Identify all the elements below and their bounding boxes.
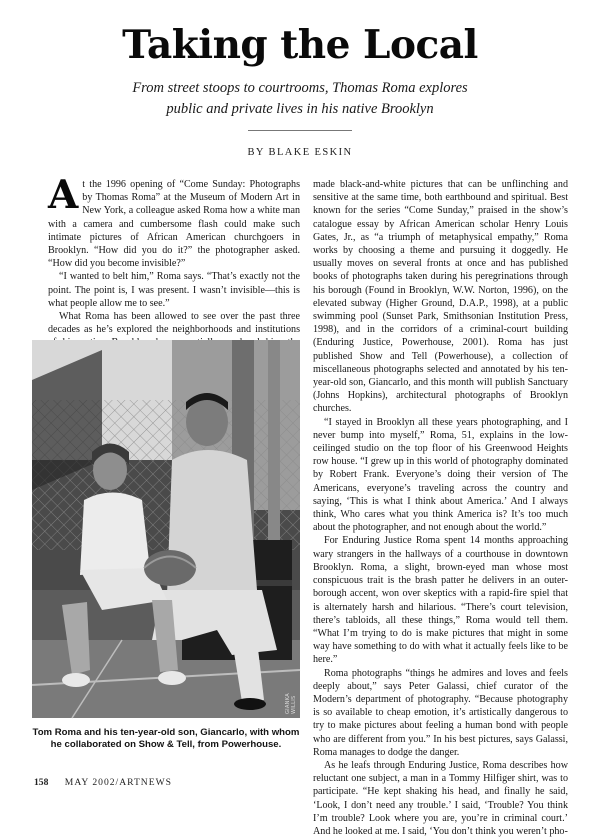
page-number: 158 <box>34 777 49 788</box>
photo-caption: Tom Roma and his ten-year-old son, Giancarlo, with whom he collaborated on Show & Tell, from Powerhouse. <box>32 727 300 751</box>
article-title: Taking the Local <box>122 22 478 68</box>
photo-father-and-son <box>32 340 300 718</box>
page-footer <box>34 777 172 788</box>
article-subtitle <box>80 78 520 120</box>
photo-credit: GIANKA WILLIS <box>285 693 297 714</box>
paragraph: made black-and-white pictures that can be unflinching and sensitive at the same time, both earthbound and spiritual. Best known for the series “Come Sunday,” praised in the show’s catalogue essay by African American scholar Henry Louis Gates, Jr., as “a triumph of metaphysical empathy,” Roma works by choosing a theme and pursuing it doggedly. He usually moves on several fronts at once and has published books of photographs taken during his peregrinations through his borough (Found in Brooklyn, W.W. Norton, 1996), on the elevated subway (Higher Ground, D.A.P., 1998), at a public swimming pool (Sunset Park, Smithsonian Institution Press, 1998), and in the corridors of a criminal-court building (Enduring Justice, Powerhouse, 2001). Roma has just published Show and Tell (Powerhouse), a collection of miscellaneous photographs selected and annotated by his ten-year-old son, Giancarlo, and this month will publish Sanctuary (Johns Hopkins), architectural photographs of Brooklyn churches. <box>313 179 568 415</box>
paragraph-text: t the 1996 opening of “Come Sunday: Photographs by Thomas Roma” at the Museum of Modern Art in New York, a colleague asked Roma how a white man with a camera and cumbersome flash could make such intimate pictures of African American churchgoers in Brooklyn. “How did you do it?” the photographer asked. “How did you become invisible?” <box>48 179 300 270</box>
byline: BY BLAKE ESKIN <box>247 147 353 158</box>
paragraph: As he leafs through Enduring Justice, Roma describes how reluctant one subject, a man in a Tommy Hilfiger shirt, was to participate. “He kept shaking his head, and finally he said, ‘Look, I don’t need any trouble.’ I said, ‘Trouble? You think I’m trouble? Look where you are, you’re in criminal court.’ And he looked at me. I said, ‘You don’t think you weren’t pho- <box>313 759 568 837</box>
title-divider <box>248 130 352 131</box>
paragraph: “I wanted to belt him,” Roma says. “That’s exactly not the point. The point is, I was present. I wasn’t invisible—this is what people allow me to see.” <box>48 271 300 309</box>
subtitle-line-2: public and private lives in his native Brooklyn <box>166 101 434 117</box>
issue-label: MAY 2002/ARTNEWS <box>64 777 172 788</box>
paragraph <box>48 172 300 270</box>
paragraph: What Roma has been allowed to see over the past three decades as he’s explored the neighborhoods and institutions <box>48 311 300 336</box>
paragraph: “I stayed in Brooklyn all these years photographing, and I never bump into myself,” Roma, 51, explains in the low-ceilinged studio on the top floor of his Greenwood Heights row house. “I grew up in this world of photography dominated by Robert Frank. Everyone’s doing their version of The Americans, everyone’s traveling across the country and saying, ‘This is what I think about America.’ And I always think, Who cares what you think America is? It’s too much about the photographer, and not enough about the world.” <box>313 416 568 534</box>
paragraph: For Enduring Justice Roma spent 14 months approaching wary strangers in the hallways of a courthouse in downtown Brooklyn. Roma, a slight, brown-eyed man whose most conspicuous trait is the brash patter he delivers in an outer-borough accent, won over skeptics with a rapid-fire spiel that is alternately harsh and hilarious. “There’s court television, there’s tabloids, all these things,” Roma would tell them. “What I’m trying to do is make pictures that might in some way have something to do with what it actually feels like to be here.” <box>313 535 568 666</box>
article-photo <box>32 340 300 718</box>
paragraph: Roma photographs “things he admires and loves and feels deeply about,” says Peter Galassi, chief curator of the Modern’s department of photography. “Because photography is so available to cheap emotion, it’s artistically dangerous to try to make pictures about feeling a human bond with people who are different from you.” In his best pictures, says Galassi, Roma manages to dodge the danger. <box>313 667 568 758</box>
drop-cap: A <box>48 172 79 218</box>
subtitle-line-1: From street stoops to courtrooms, Thomas Roma explores <box>132 80 468 96</box>
article-column-2 <box>313 178 568 838</box>
